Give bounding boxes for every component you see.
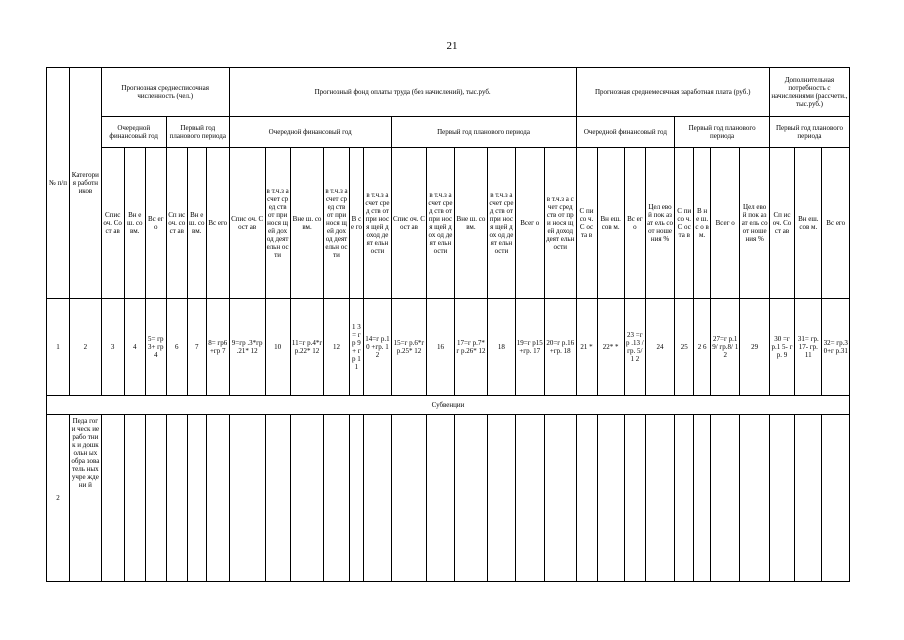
column-header: В се го — [349, 148, 364, 299]
header-period: Первый год планового периода — [391, 117, 576, 148]
column-number: 17=г р.7*г р.26* 12 — [454, 299, 488, 396]
column-number: 2 6 — [694, 299, 711, 396]
column-number: 23 =гр .13 /гр. 5/1 2 — [624, 299, 645, 396]
column-header: Вне ш. совм. — [454, 148, 488, 299]
column-number: 1 3 = гр 9 + гр 1 1 — [349, 299, 364, 396]
column-number: 30 =г р.1 5- гр. 9 — [769, 299, 794, 396]
empty-cell — [694, 415, 711, 582]
column-header: Вн еш. сов м. — [597, 148, 624, 299]
column-number: 27=г р.19/ гр.8/ 12 — [710, 299, 739, 396]
column-number: 3 — [101, 299, 124, 396]
empty-cell — [822, 415, 850, 582]
column-header: Спис оч. Сост ав — [391, 148, 427, 299]
column-header: в т.ч.з а счет сред ств от при нося щей дох од деят ельн ости — [427, 148, 454, 299]
table-row — [47, 415, 850, 582]
header-period: Первый год планового периода — [166, 117, 229, 148]
report-table — [46, 67, 850, 582]
header-headcount: Прогнозная среднесписочная численность (чел.) — [101, 68, 229, 117]
column-header: Сп ис оч. Со ст ав — [769, 148, 794, 299]
empty-cell — [101, 415, 124, 582]
section-title: Субвенции — [47, 396, 850, 415]
empty-cell — [544, 415, 576, 582]
empty-cell — [576, 415, 597, 582]
header-period: Очередной финансовый год — [229, 117, 391, 148]
empty-cell — [795, 415, 822, 582]
column-number: 16 — [427, 299, 454, 396]
empty-cell — [488, 415, 515, 582]
empty-cell — [229, 415, 265, 582]
row-number: 2 — [47, 415, 70, 582]
header-additional-need: Дополнительная потребность с начислениями (рассчети., тыс.руб.) — [769, 68, 849, 117]
empty-cell — [265, 415, 290, 582]
column-header: С пи со ч. С ос та в — [675, 148, 694, 299]
column-number: 19=г р15 +гр. 17 — [515, 299, 544, 396]
column-header: Цел евой пок азат ель соот ноше ния % — [740, 148, 770, 299]
empty-cell — [515, 415, 544, 582]
column-header: Вс его — [206, 148, 229, 299]
column-number: 2 — [70, 299, 102, 396]
column-header: в т.ч.з а счет сред ств от при нося щей доход деят ельн ости — [544, 148, 576, 299]
column-header: Вс его — [822, 148, 850, 299]
empty-cell — [290, 415, 324, 582]
column-header: В н е ш. с о в м. — [694, 148, 711, 299]
column-number: 15=г р.6*г р.25* 12 — [391, 299, 427, 396]
column-number: 20=г р.16 +гр. 18 — [544, 299, 576, 396]
numbering-row — [47, 299, 850, 396]
column-header: Спис оч. Сост ав — [101, 148, 124, 299]
header-period: Очередной финансовый год — [576, 117, 675, 148]
empty-cell — [769, 415, 794, 582]
empty-cell — [454, 415, 488, 582]
column-number: 6 — [166, 299, 187, 396]
column-number: 1 — [47, 299, 70, 396]
column-header: Спис оч. Сост ав — [229, 148, 265, 299]
header-category: Категория работников — [70, 68, 102, 299]
column-header: Сп ис оч. со ст ав — [166, 148, 187, 299]
empty-cell — [675, 415, 694, 582]
empty-cell — [645, 415, 674, 582]
empty-cell — [710, 415, 739, 582]
column-header: Вн еш. сов м. — [795, 148, 822, 299]
header-period: Первый год планового периода — [769, 117, 849, 148]
column-number: 4 — [124, 299, 145, 396]
empty-cell — [364, 415, 391, 582]
empty-cell — [391, 415, 427, 582]
column-header: Вс его — [624, 148, 645, 299]
column-number: 29 — [740, 299, 770, 396]
column-header: Вн еш. со вм. — [187, 148, 206, 299]
column-header: Вне ш. совм. — [290, 148, 324, 299]
column-header: Цел евой пок азат ель соот ноше ния % — [645, 148, 674, 299]
column-header: С пи со ч. С ос та в — [576, 148, 597, 299]
empty-cell — [206, 415, 229, 582]
empty-cell — [187, 415, 206, 582]
column-header: в т.ч.з а счет сред ств от при нося щей дох од деят ельн ости — [265, 148, 290, 299]
column-header: Вн еш. со вм. — [124, 148, 145, 299]
column-number: 8= гр6 +гр 7 — [206, 299, 229, 396]
empty-cell — [597, 415, 624, 582]
column-header: Всег о — [710, 148, 739, 299]
column-number: 24 — [645, 299, 674, 396]
header-avg-salary: Прогнозная среднемесячная заработная плата (руб.) — [576, 68, 769, 117]
column-header: Всег о — [515, 148, 544, 299]
empty-cell — [166, 415, 187, 582]
empty-cell — [427, 415, 454, 582]
column-number: 18 — [488, 299, 515, 396]
header-period: Очередной финансовый год — [101, 117, 166, 148]
column-header: в т.ч.з а счет сред ств от при нося щей доход деят ельн ости — [364, 148, 391, 299]
column-number: 14=г р.10 +гр. 12 — [364, 299, 391, 396]
column-number: 22* * — [597, 299, 624, 396]
empty-cell — [740, 415, 770, 582]
column-header: в т.ч.з а счет сред ств от при нося щей дох од деят ельн ости — [324, 148, 349, 299]
column-number: 10 — [265, 299, 290, 396]
empty-cell — [145, 415, 166, 582]
column-number: 7 — [187, 299, 206, 396]
column-header: в т.ч.з а счет сред ств от при нося щей дох од деят ельн ости — [488, 148, 515, 299]
column-number: 9=гр .3*гр .21* 12 — [229, 299, 265, 396]
column-header: Вс ег о — [145, 148, 166, 299]
empty-cell — [324, 415, 349, 582]
column-number: 32= гр.3 0+г р.31 — [822, 299, 850, 396]
empty-cell — [349, 415, 364, 582]
column-number: 21 * — [576, 299, 597, 396]
header-num: № п/п — [47, 68, 70, 299]
page-number: 21 — [446, 40, 458, 52]
row-category: Педа гоги ческ ие рабо тник и дошк ольн ых обра зова тель ных учре ждени й — [70, 415, 102, 582]
column-number: 5= гр 3+ гр 4 — [145, 299, 166, 396]
column-number: 25 — [675, 299, 694, 396]
empty-cell — [124, 415, 145, 582]
header-period: Первый год планового периода — [675, 117, 770, 148]
column-number: 31= гр. 17- гр. 11 — [795, 299, 822, 396]
column-number: 11=г р.4*г р.22* 12 — [290, 299, 324, 396]
column-number: 12 — [324, 299, 349, 396]
empty-cell — [624, 415, 645, 582]
header-payroll-fund: Прогнозный фонд оплаты труда (без начислений), тыс.руб. — [229, 68, 576, 117]
